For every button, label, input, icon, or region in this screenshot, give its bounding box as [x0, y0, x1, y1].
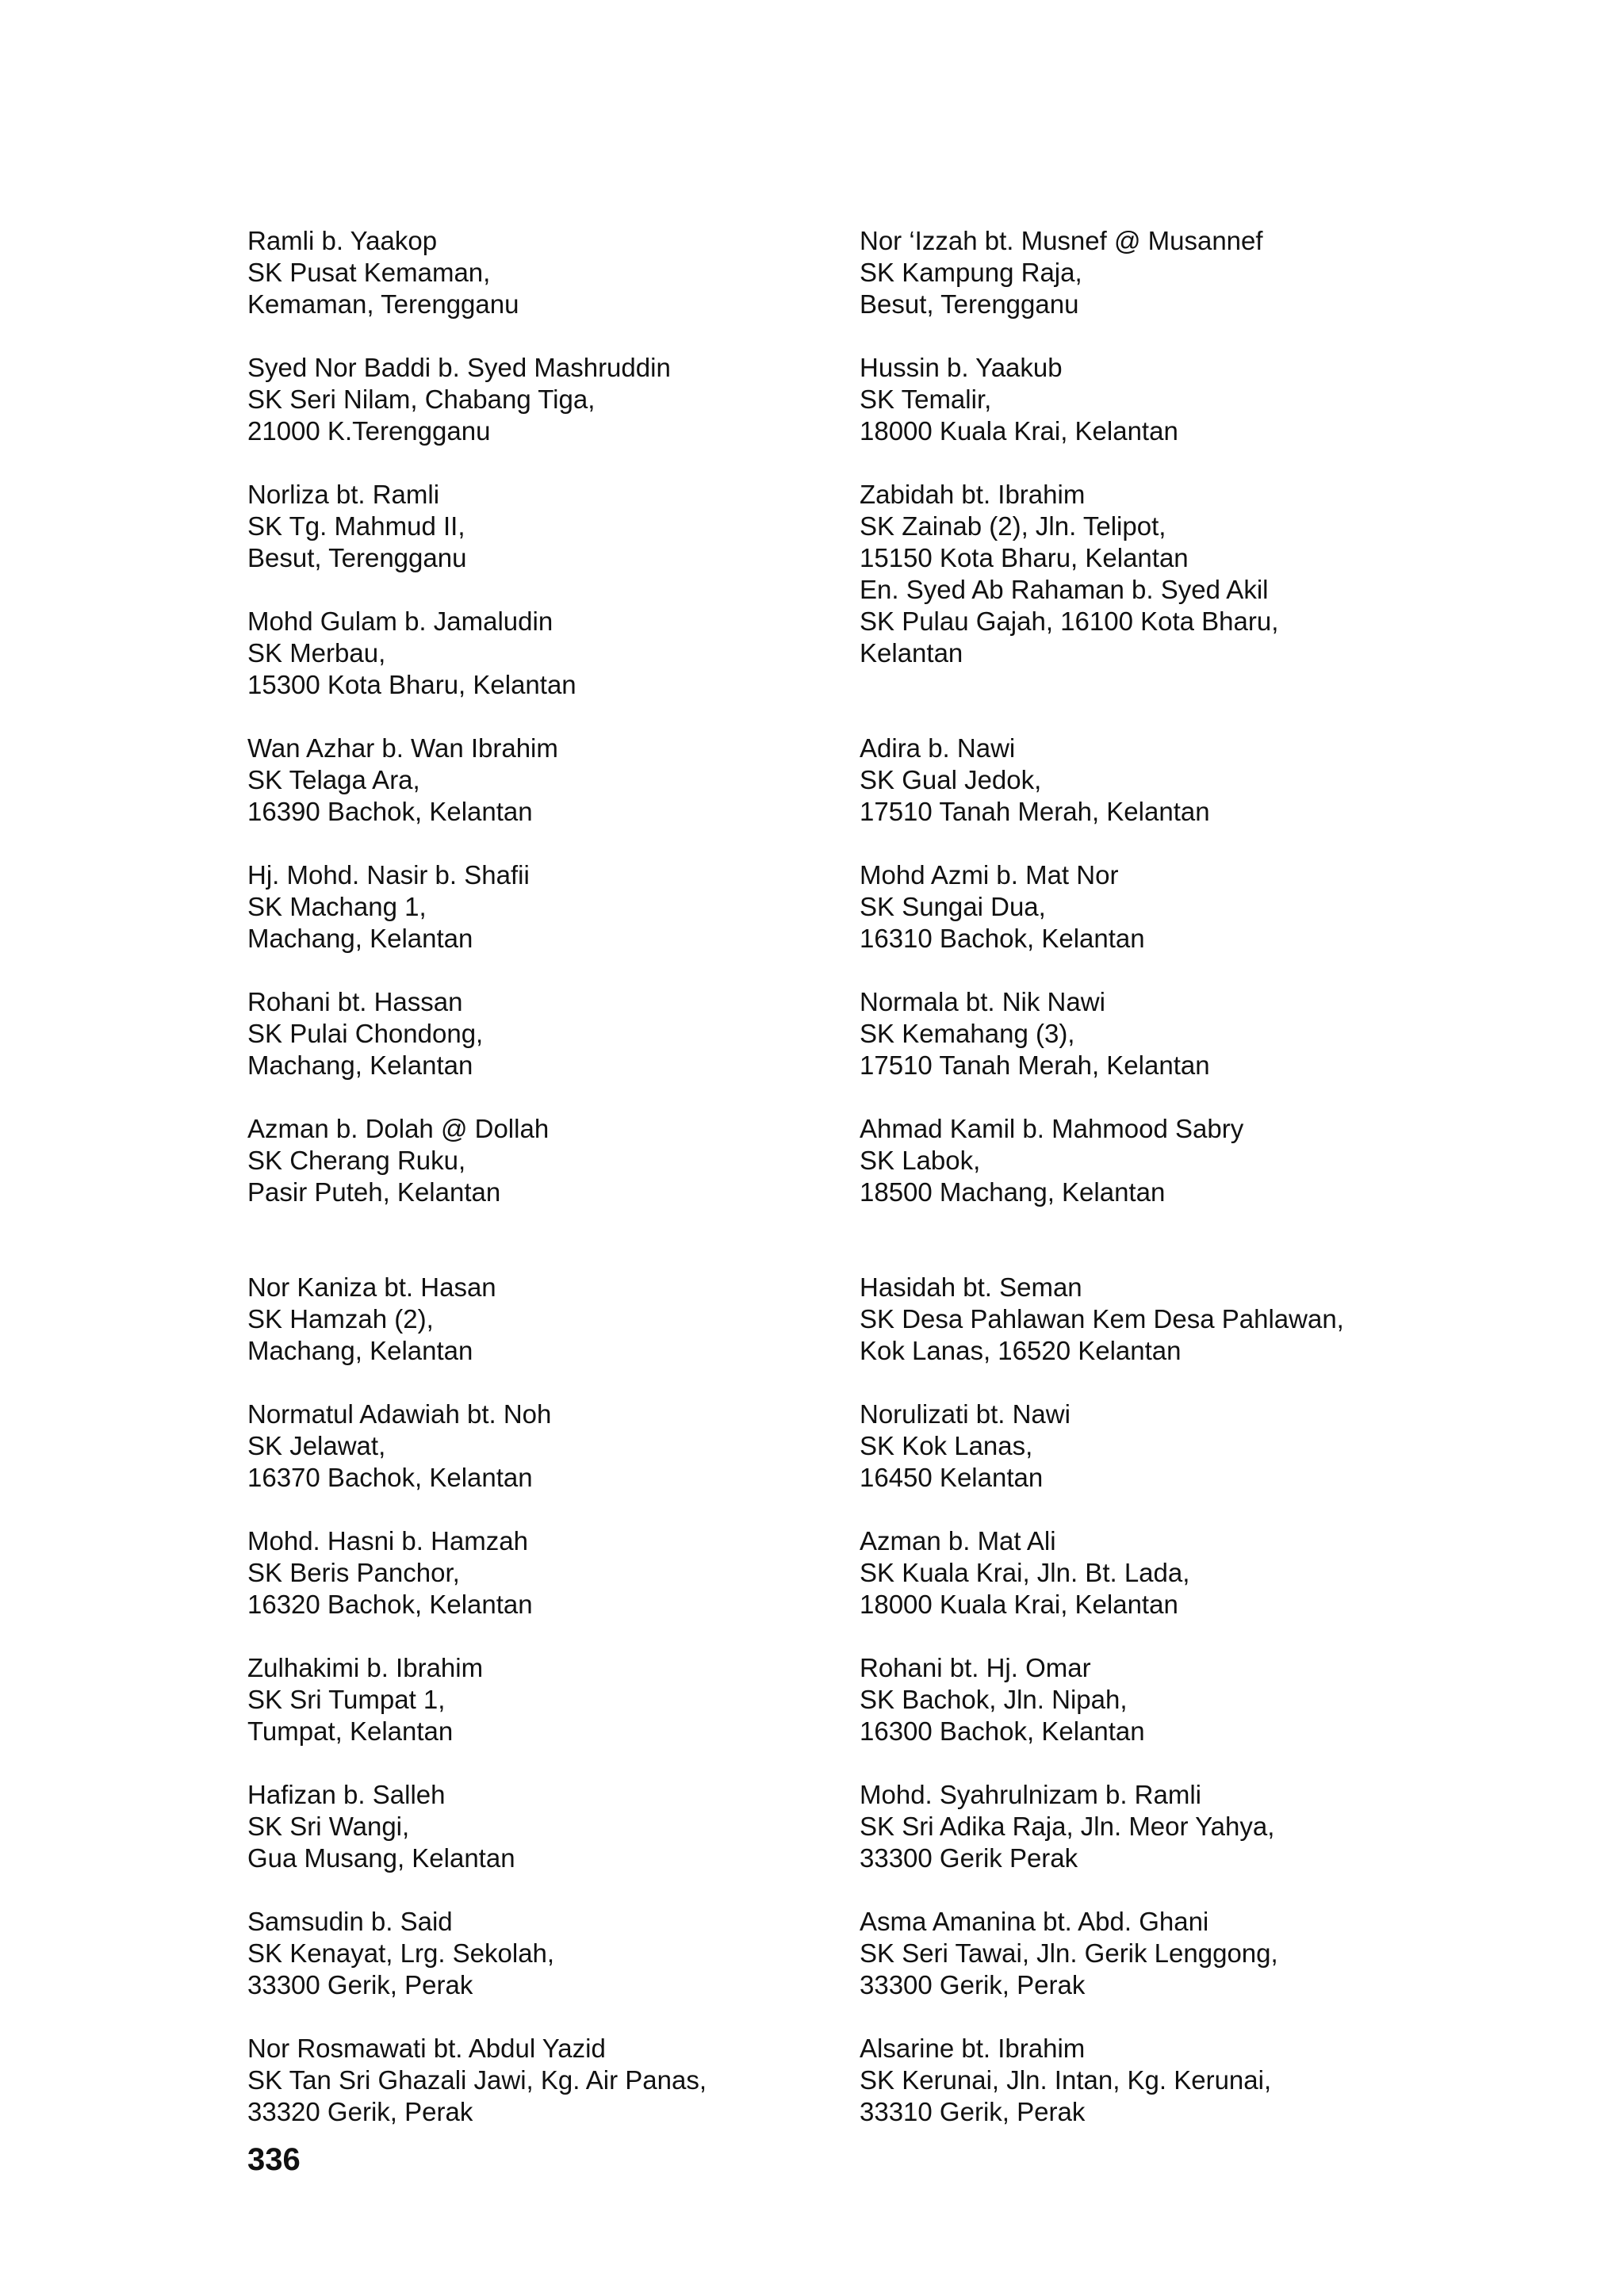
entry-address-line: SK Tg. Mahmud II,	[247, 511, 465, 541]
entry-name: Samsudin b. Said	[247, 1907, 453, 1936]
address-entry	[860, 1906, 1573, 2001]
entry-name: Zabidah bt. Ibrahim	[860, 480, 1086, 509]
entry-address-line: SK Hamzah (2),	[247, 1304, 434, 1334]
address-entry	[860, 1652, 1573, 1747]
entry-address-line: Besut, Terengganu	[860, 289, 1079, 319]
entry-address-line: 15150 Kota Bharu, Kelantan	[860, 543, 1189, 572]
entry-name: Hafizan b. Salleh	[247, 1780, 446, 1809]
address-entry	[860, 1525, 1573, 1621]
page-number: 336	[247, 2142, 301, 2177]
entry-address-line: SK Tan Sri Ghazali Jawi, Kg. Air Panas,	[247, 2065, 707, 2095]
entry-address-line: 17510 Tanah Merah, Kelantan	[860, 797, 1210, 826]
entry-address-line: 18000 Kuala Krai, Kelantan	[860, 416, 1178, 446]
entry-name: Normatul Adawiah bt. Noh	[247, 1399, 552, 1429]
entry-address-line: 16370 Bachok, Kelantan	[247, 1463, 533, 1492]
entry-address-line: SK Pulau Gajah, 16100 Kota Bharu,	[860, 607, 1279, 636]
entry-address-line: En. Syed Ab Rahaman b. Syed Akil	[860, 575, 1269, 604]
entry-address-line: SK Sri Adika Raja, Jln. Meor Yahya,	[860, 1812, 1275, 1841]
entry-name: Nor ‘Izzah bt. Musnef @ Musannef	[860, 226, 1263, 255]
entry-address-line: Tumpat, Kelantan	[247, 1716, 454, 1746]
entry-address-line: SK Cherang Ruku,	[247, 1146, 466, 1175]
address-entry	[860, 733, 1573, 828]
entry-address-line: 16300 Bachok, Kelantan	[860, 1716, 1145, 1746]
entry-address-line: Kelantan	[860, 638, 963, 668]
address-entry	[860, 1113, 1573, 1208]
entry-name: Zulhakimi b. Ibrahim	[247, 1653, 484, 1682]
entry-name: Hj. Mohd. Nasir b. Shafii	[247, 860, 530, 890]
entry-address-line: 16390 Bachok, Kelantan	[247, 797, 533, 826]
entry-name: Normala bt. Nik Nawi	[860, 987, 1105, 1016]
address-entry	[247, 1272, 834, 1367]
entry-address-line: SK Zainab (2), Jln. Telipot,	[860, 511, 1166, 541]
address-entry	[247, 1399, 834, 1494]
entry-address-line: SK Kenayat, Lrg. Sekolah,	[247, 1938, 555, 1968]
entry-address-line: SK Sri Wangi,	[247, 1812, 410, 1841]
entry-address-line: Gua Musang, Kelantan	[247, 1843, 515, 1873]
address-entry	[860, 2033, 1573, 2128]
entry-address-line: Besut, Terengganu	[247, 543, 467, 572]
entry-address-line: SK Beris Panchor,	[247, 1558, 460, 1587]
address-entry	[247, 2033, 834, 2128]
entry-address-line: 33300 Gerik, Perak	[247, 1970, 473, 1999]
entry-address-line: 33310 Gerik, Perak	[860, 2097, 1086, 2126]
entry-name: Rohani bt. Hj. Omar	[860, 1653, 1091, 1682]
entry-address-line: Kok Lanas, 16520 Kelantan	[860, 1336, 1182, 1365]
address-entry	[860, 859, 1573, 955]
entry-address-line: SK Temalir,	[860, 385, 992, 414]
address-entry	[247, 352, 834, 447]
entry-address-line: 21000 K.Terengganu	[247, 416, 491, 446]
entry-name: Asma Amanina bt. Abd. Ghani	[860, 1907, 1209, 1936]
entry-name: Norulizati bt. Nawi	[860, 1399, 1071, 1429]
entry-address-line: SK Bachok, Jln. Nipah,	[860, 1685, 1128, 1714]
entry-address-line: SK Kampung Raja,	[860, 258, 1082, 287]
entry-name: Mohd. Syahrulnizam b. Ramli	[860, 1780, 1201, 1809]
entry-address-line: SK Telaga Ara,	[247, 765, 420, 794]
entry-name: Azman b. Mat Ali	[860, 1526, 1056, 1556]
entry-name: Ramli b. Yaakop	[247, 226, 438, 255]
entry-address-line: SK Pulai Chondong,	[247, 1019, 484, 1048]
entry-name: Wan Azhar b. Wan Ibrahim	[247, 733, 558, 763]
entry-address-line: SK Kuala Krai, Jln. Bt. Lada,	[860, 1558, 1190, 1587]
entry-address-line: SK Seri Nilam, Chabang Tiga,	[247, 385, 596, 414]
entry-address-line: SK Gual Jedok,	[860, 765, 1042, 794]
address-entry	[247, 606, 834, 701]
address-entry	[247, 1525, 834, 1621]
entry-address-line: SK Seri Tawai, Jln. Gerik Lenggong,	[860, 1938, 1278, 1968]
entry-address-line: 33320 Gerik, Perak	[247, 2097, 473, 2126]
entry-address-line: 15300 Kota Bharu, Kelantan	[247, 670, 576, 699]
address-entry	[860, 352, 1573, 447]
address-entry	[247, 733, 834, 828]
address-entry	[247, 1779, 834, 1874]
entry-address-line: 18500 Machang, Kelantan	[860, 1177, 1166, 1207]
entry-address-line: Kemaman, Terengganu	[247, 289, 519, 319]
entry-address-line: SK Labok,	[860, 1146, 981, 1175]
entry-address-line: SK Sri Tumpat 1,	[247, 1685, 446, 1714]
address-entry	[860, 1399, 1573, 1494]
address-entry	[247, 986, 834, 1081]
address-entry	[247, 1652, 834, 1747]
address-entry	[860, 1779, 1573, 1874]
entry-name: Ahmad Kamil b. Mahmood Sabry	[860, 1114, 1244, 1143]
entry-address-line: 16310 Bachok, Kelantan	[860, 924, 1145, 953]
entry-name: Hussin b. Yaakub	[860, 353, 1063, 382]
entry-address-line: 16450 Kelantan	[860, 1463, 1044, 1492]
entry-address-line: SK Sungai Dua,	[860, 892, 1046, 921]
entry-address-line: 17510 Tanah Merah, Kelantan	[860, 1050, 1210, 1080]
entry-name: Mohd Gulam b. Jamaludin	[247, 607, 553, 636]
address-entry	[247, 225, 834, 320]
address-entry	[247, 1113, 834, 1208]
address-entry	[860, 986, 1573, 1081]
entry-address-line: SK Merbau,	[247, 638, 386, 668]
entry-name: Azman b. Dolah @ Dollah	[247, 1114, 550, 1143]
entry-address-line: 16320 Bachok, Kelantan	[247, 1590, 533, 1619]
address-entry	[860, 225, 1573, 320]
address-entry	[247, 1906, 834, 2001]
entry-name: Nor Rosmawati bt. Abdul Yazid	[247, 2034, 606, 2063]
entry-name: Rohani bt. Hassan	[247, 987, 463, 1016]
entry-address-line: SK Machang 1,	[247, 892, 427, 921]
entry-address-line: SK Jelawat,	[247, 1431, 386, 1460]
entry-name: Mohd Azmi b. Mat Nor	[860, 860, 1119, 890]
entry-address-line: Pasir Puteh, Kelantan	[247, 1177, 501, 1207]
address-entry	[247, 859, 834, 955]
entry-address-line: Machang, Kelantan	[247, 1336, 473, 1365]
entry-address-line: SK Pusat Kemaman,	[247, 258, 491, 287]
entry-address-line: SK Desa Pahlawan Kem Desa Pahlawan,	[860, 1304, 1344, 1334]
left-column	[247, 225, 834, 2128]
entry-address-line: Machang, Kelantan	[247, 1050, 473, 1080]
entry-name: Adira b. Nawi	[860, 733, 1016, 763]
entry-address-line: 33300 Gerik, Perak	[860, 1970, 1086, 1999]
entry-address-line: 33300 Gerik Perak	[860, 1843, 1078, 1873]
entry-name: Syed Nor Baddi b. Syed Mashruddin	[247, 353, 671, 382]
address-entry	[860, 479, 1573, 669]
address-entry	[247, 479, 834, 574]
entry-name: Nor Kaniza bt. Hasan	[247, 1272, 496, 1302]
entry-address-line: 18000 Kuala Krai, Kelantan	[860, 1590, 1178, 1619]
entry-address-line: SK Kerunai, Jln. Intan, Kg. Kerunai,	[860, 2065, 1272, 2095]
right-column	[860, 225, 1573, 2128]
entry-name: Hasidah bt. Seman	[860, 1272, 1082, 1302]
entry-address-line: SK Kok Lanas,	[860, 1431, 1033, 1460]
entry-address-line: SK Kemahang (3),	[860, 1019, 1075, 1048]
entry-address-line: Machang, Kelantan	[247, 924, 473, 953]
entry-name: Mohd. Hasni b. Hamzah	[247, 1526, 528, 1556]
address-entry	[860, 1272, 1573, 1367]
entry-name: Alsarine bt. Ibrahim	[860, 2034, 1086, 2063]
entry-name: Norliza bt. Ramli	[247, 480, 440, 509]
